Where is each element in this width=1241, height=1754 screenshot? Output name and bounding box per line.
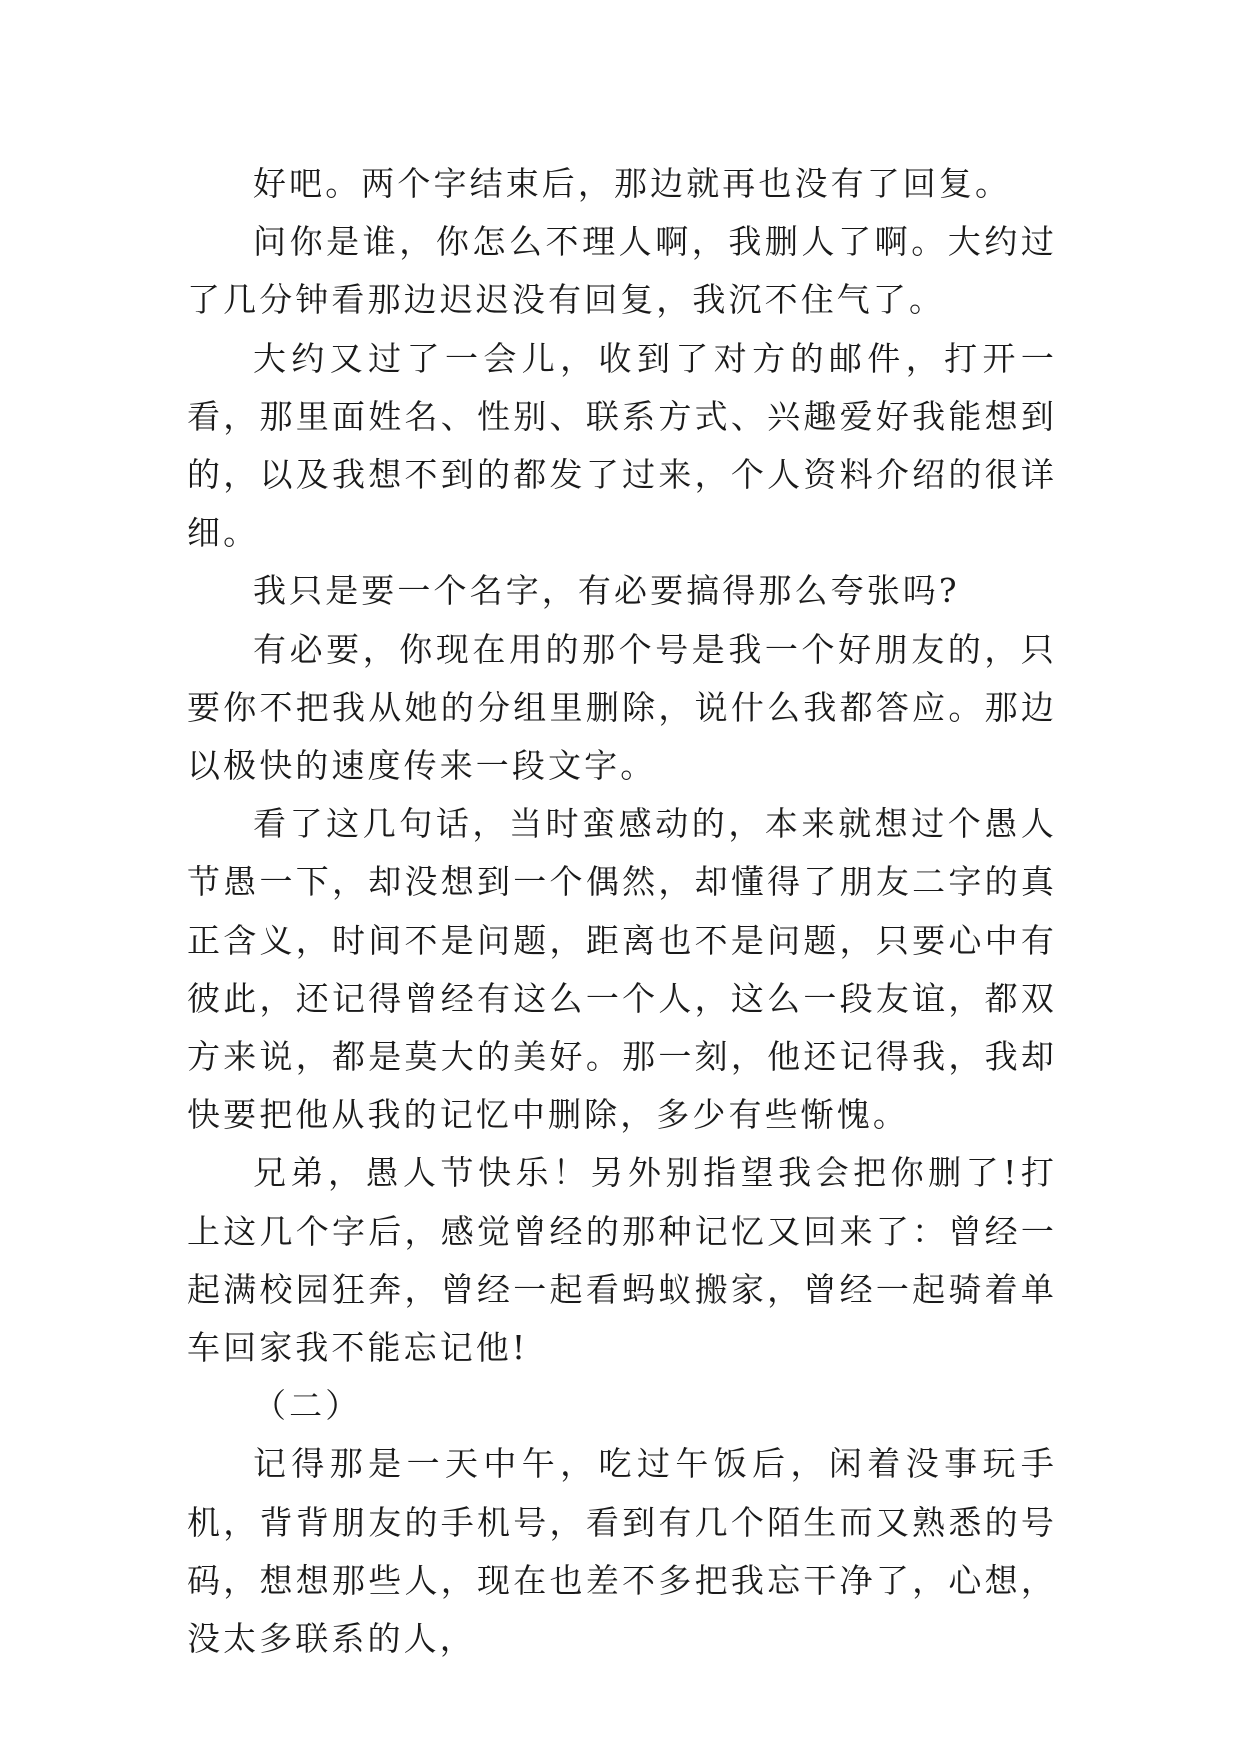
section-heading-2: （二） — [253, 1386, 362, 1426]
paragraph-1: 好吧。两个字结束后，那边就再也没有了回复。 — [253, 164, 1012, 203]
document-body — [187, 155, 1057, 1668]
paragraph-5: 有必要，你现在用的那个号是我一个好朋友的，只要你不把我从她的分组里删除，说什么我都答应。那边以极快的速度传来一段文字。 — [187, 629, 1057, 786]
paragraph-4: 我只是要一个名字，有必要搞得那么夸张吗? — [253, 571, 960, 611]
paragraph-3: 大约又过了一会儿，收到了对方的邮件，打开一看，那里面姓名、性别、联系方式、兴趣爱好我能想到的，以及我想不到的都发了过来，个人资料介绍的很详细。 — [187, 338, 1057, 553]
paragraph-2: 问你是谁，你怎么不理人啊，我删人了啊。大约过了几分钟看那边迟迟没有回复，我沉不住气了。 — [187, 222, 1057, 320]
paragraph-6: 看了这几句话，当时蛮感动的，本来就想过个愚人节愚一下，却没想到一个偶然，却懂得了朋友二字的真正含义，时间不是问题，距离也不是问题，只要心中有彼此，还记得曾经有这么一个人，这么一段友谊，都双方来说，都是莫大的美好。那一刻，他还记得我，我却快要把他从我的记忆中删除，多少有些惭愧。 — [187, 804, 1057, 1135]
paragraph-8: 记得那是一天中午，吃过午饭后，闲着没事玩手机，背背朋友的手机号，看到有几个陌生而又熟悉的号码，想想那些人，现在也差不多把我忘干净了，心想，没太多联系的人， — [187, 1444, 1057, 1659]
paragraph-7: 兄弟，愚人节快乐！另外别指望我会把你删了!打上这几个字后，感觉曾经的那种记忆又回来了：曾经一起满校园狂奔，曾经一起看蚂蚁搬家，曾经一起骑着单车回家我不能忘记他! — [187, 1153, 1057, 1368]
